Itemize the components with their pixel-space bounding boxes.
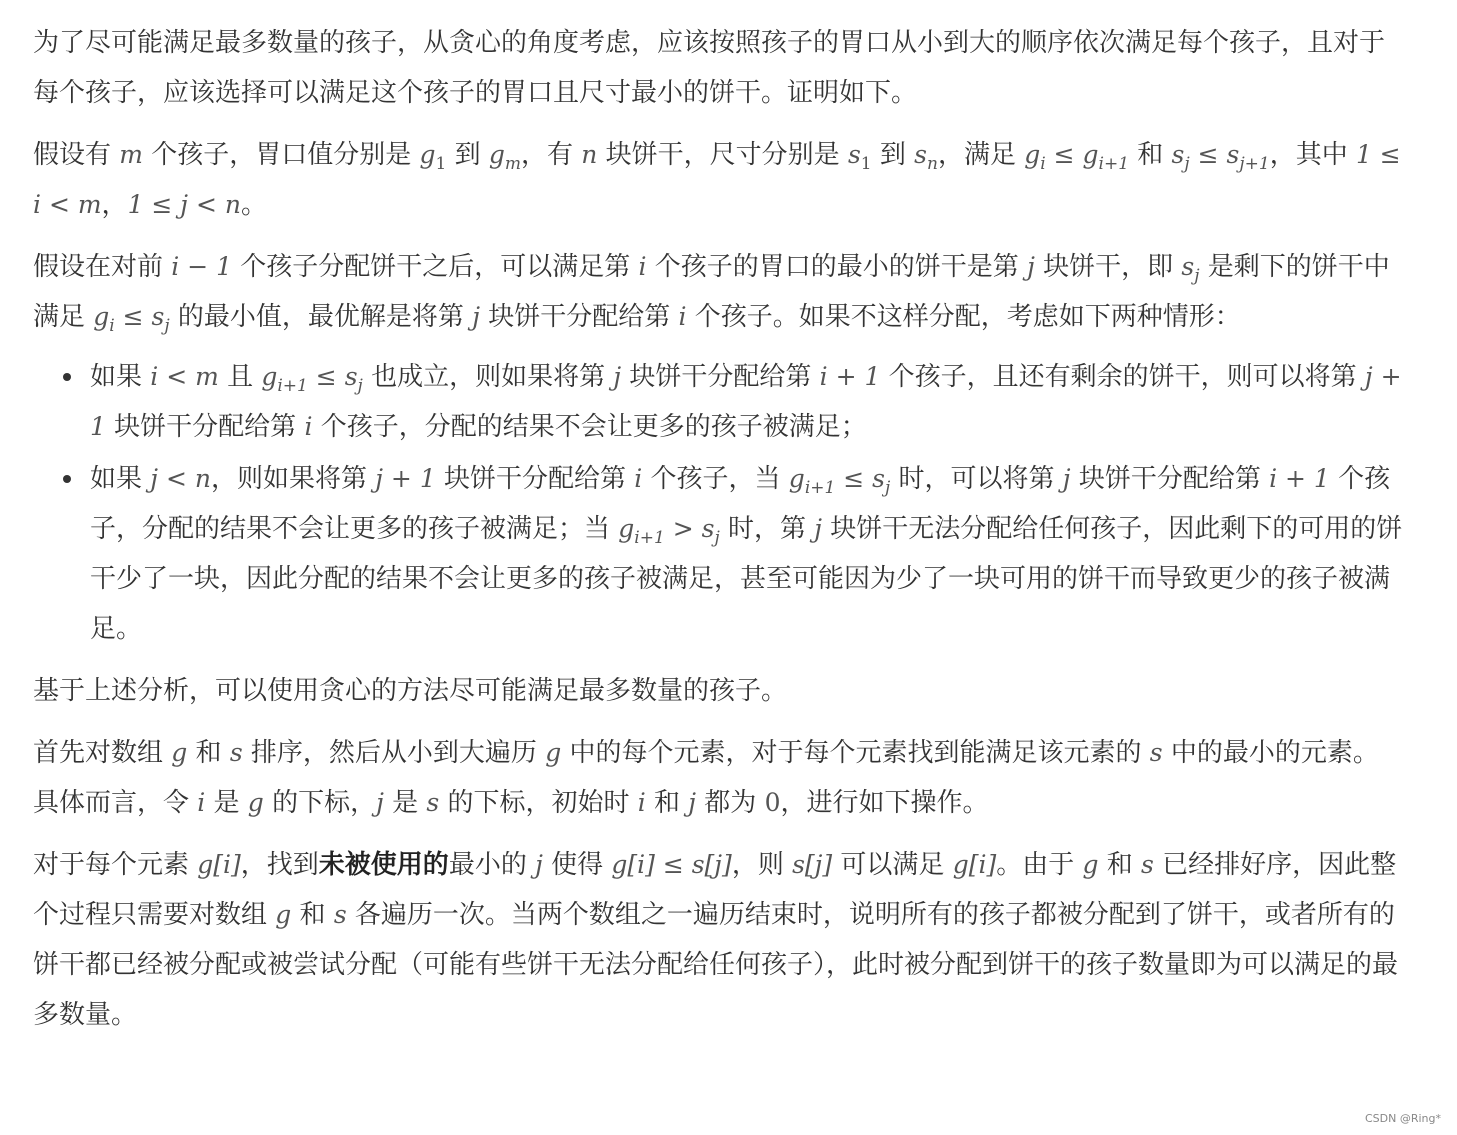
- math-inline: j: [535, 850, 543, 879]
- math-inline: j + 1: [90, 362, 1402, 441]
- math-inline: j: [1027, 252, 1035, 281]
- math-inline: $s_1$: [847, 140, 872, 174]
- math-inline: i: [304, 412, 313, 441]
- math-inline: $g_1$: [419, 140, 447, 174]
- math-inline: i + 1: [1269, 464, 1330, 493]
- math-inline: i + 1: [819, 362, 881, 391]
- paragraph-summary: 基于上述分析，可以使用贪心的方法尽可能满足最多数量的孩子。: [33, 676, 788, 706]
- math-inline: 1 ≤ j < n: [127, 190, 242, 219]
- math-inline: i − 1: [171, 252, 233, 281]
- math-inline: s: [426, 788, 440, 817]
- math-inline: j: [613, 362, 622, 391]
- case-list: [33, 352, 1403, 654]
- math-inline: m: [119, 140, 143, 169]
- math-inline: g: [1082, 850, 1099, 879]
- math-inline: j: [472, 302, 480, 331]
- paragraph-proof: 假设在对前 i − 1 个孩子分配饼干之后，可以满足第 i 个孩子的胃口的最小的饼干是第 j 块饼干，即 $s_j$ 是剩下的饼干中满足 $g_i \le s_j$ 的最小值，最优解是将第 j 块饼干分配给第 i 个孩子。如果不这样分配，考虑如下两种情形：: [33, 252, 1390, 336]
- bold-emphasis: 未被使用的: [318, 850, 449, 880]
- article-body: [33, 18, 1403, 1040]
- math-inline: g: [275, 900, 292, 929]
- math-inline: j: [688, 788, 697, 817]
- paragraph-intro: 为了尽可能满足最多数量的孩子，从贪心的角度考虑，应该按照孩子的胃口从小到大的顺序依次满足每个孩子，且对于每个孩子，应该选择可以满足这个孩子的胃口且尺寸最小的饼干。证明如下。: [33, 28, 1386, 108]
- math-inline: s: [229, 738, 243, 767]
- math-inline: $g_m$: [488, 140, 522, 174]
- math-inline: $g_i \le s_j$: [93, 302, 170, 336]
- list-item: 如果 j < n，则如果将第 j + 1 块饼干分配给第 i 个孩子，当 $g_{i+1} \le s_j$ 时，可以将第 j 块饼干分配给第 i + 1 个孩子，分配的结果不会让更多的孩子被满足；当 $g_{i+1} > s_j$ 时，第 j 块饼干无法分配给任何孩子，因此剩下的可用的饼干少了一块，因此分配的结果不会让更多的孩子被满足，甚至可能因为少了一块可用的饼干而导致更少的孩子被满足。: [90, 454, 1403, 654]
- paragraph-assumption: 假设有 m 个孩子，胃口值分别是 $g_1$ 到 $g_m$，有 n 块饼干，尺寸分别是 $s_1$ 到 $s_n$，满足 $g_i \le g_{i+1}$ 和 $s_j \le s_{j+1}$，其中 1 ≤ i < m，1 ≤ j < n。: [33, 140, 1401, 220]
- math-inline: $s_j \le s_{j+1}$: [1171, 140, 1270, 174]
- math-inline: 1 ≤ i < m: [33, 140, 1401, 219]
- list-item: 如果 i < m 且 $g_{i+1} \le s_j$ 也成立，则如果将第 j 块饼干分配给第 i + 1 个孩子，且还有剩余的饼干，则可以将第 j + 1 块饼干分配给第 i 个孩子，分配的结果不会让更多的孩子被满足；: [90, 352, 1403, 452]
- math-inline: g[i]: [197, 850, 241, 879]
- math-inline: $g_i \le g_{i+1}$: [1024, 140, 1130, 174]
- math-inline: j: [376, 788, 384, 817]
- math-inline: g: [545, 738, 562, 767]
- math-inline: $g_{i+1} \le s_j$: [261, 362, 363, 396]
- paragraph-algorithm: 首先对数组 g 和 s 排序，然后从小到大遍历 g 中的每个元素，对于每个元素找到能满足该元素的 s 中的最小的元素。具体而言，令 i 是 g 的下标，j 是 s 的下标，初始时 i 和 j 都为 0，进行如下操作。: [33, 738, 1379, 818]
- math-inline: i: [634, 464, 643, 493]
- spacer: [33, 654, 1403, 666]
- math-inline: i: [197, 788, 206, 817]
- math-inline: g[i]: [952, 850, 997, 879]
- math-inline: i: [678, 302, 687, 331]
- math-inline: 0: [764, 788, 781, 817]
- math-inline: $g_{i+1} > s_j$: [618, 514, 720, 548]
- math-inline: j < n: [150, 464, 211, 493]
- math-inline: $g_{i+1} \le s_j$: [788, 464, 891, 498]
- math-inline: s: [333, 900, 347, 929]
- math-inline: j: [1062, 464, 1071, 493]
- math-inline: n: [581, 140, 598, 169]
- math-inline: s[j]: [792, 850, 833, 879]
- math-inline: j: [814, 514, 823, 543]
- watermark: CSDN @Ring*: [1364, 1112, 1441, 1125]
- math-inline: $s_n$: [914, 140, 938, 174]
- paragraph-procedure: 对于每个元素 g[i]，找到未被使用的最小的 j 使得 g[i] ≤ s[j]，则 s[j] 可以满足 g[i]。由于 g 和 s 已经排好序，因此整个过程只需要对数组 g 和 s 各遍历一次。当两个数组之一遍历结束时，说明所有的孩子都被分配到了饼干，或者所有的饼干都已经被分配或被尝试分配（可能有些饼干无法分配给任何孩子），此时被分配到饼干的孩子数量即为可以满足的最多数量。: [33, 850, 1399, 1030]
- math-inline: j + 1: [375, 464, 436, 493]
- math-inline: s: [1141, 850, 1154, 879]
- math-inline: g: [171, 738, 188, 767]
- math-inline: i: [637, 788, 646, 817]
- math-inline: g: [247, 788, 264, 817]
- math-inline: i < m: [150, 362, 219, 391]
- math-inline: i: [638, 252, 647, 281]
- math-inline: g[i] ≤ s[j]: [611, 850, 732, 879]
- math-inline: s: [1149, 738, 1163, 767]
- math-inline: $s_j$: [1181, 252, 1200, 286]
